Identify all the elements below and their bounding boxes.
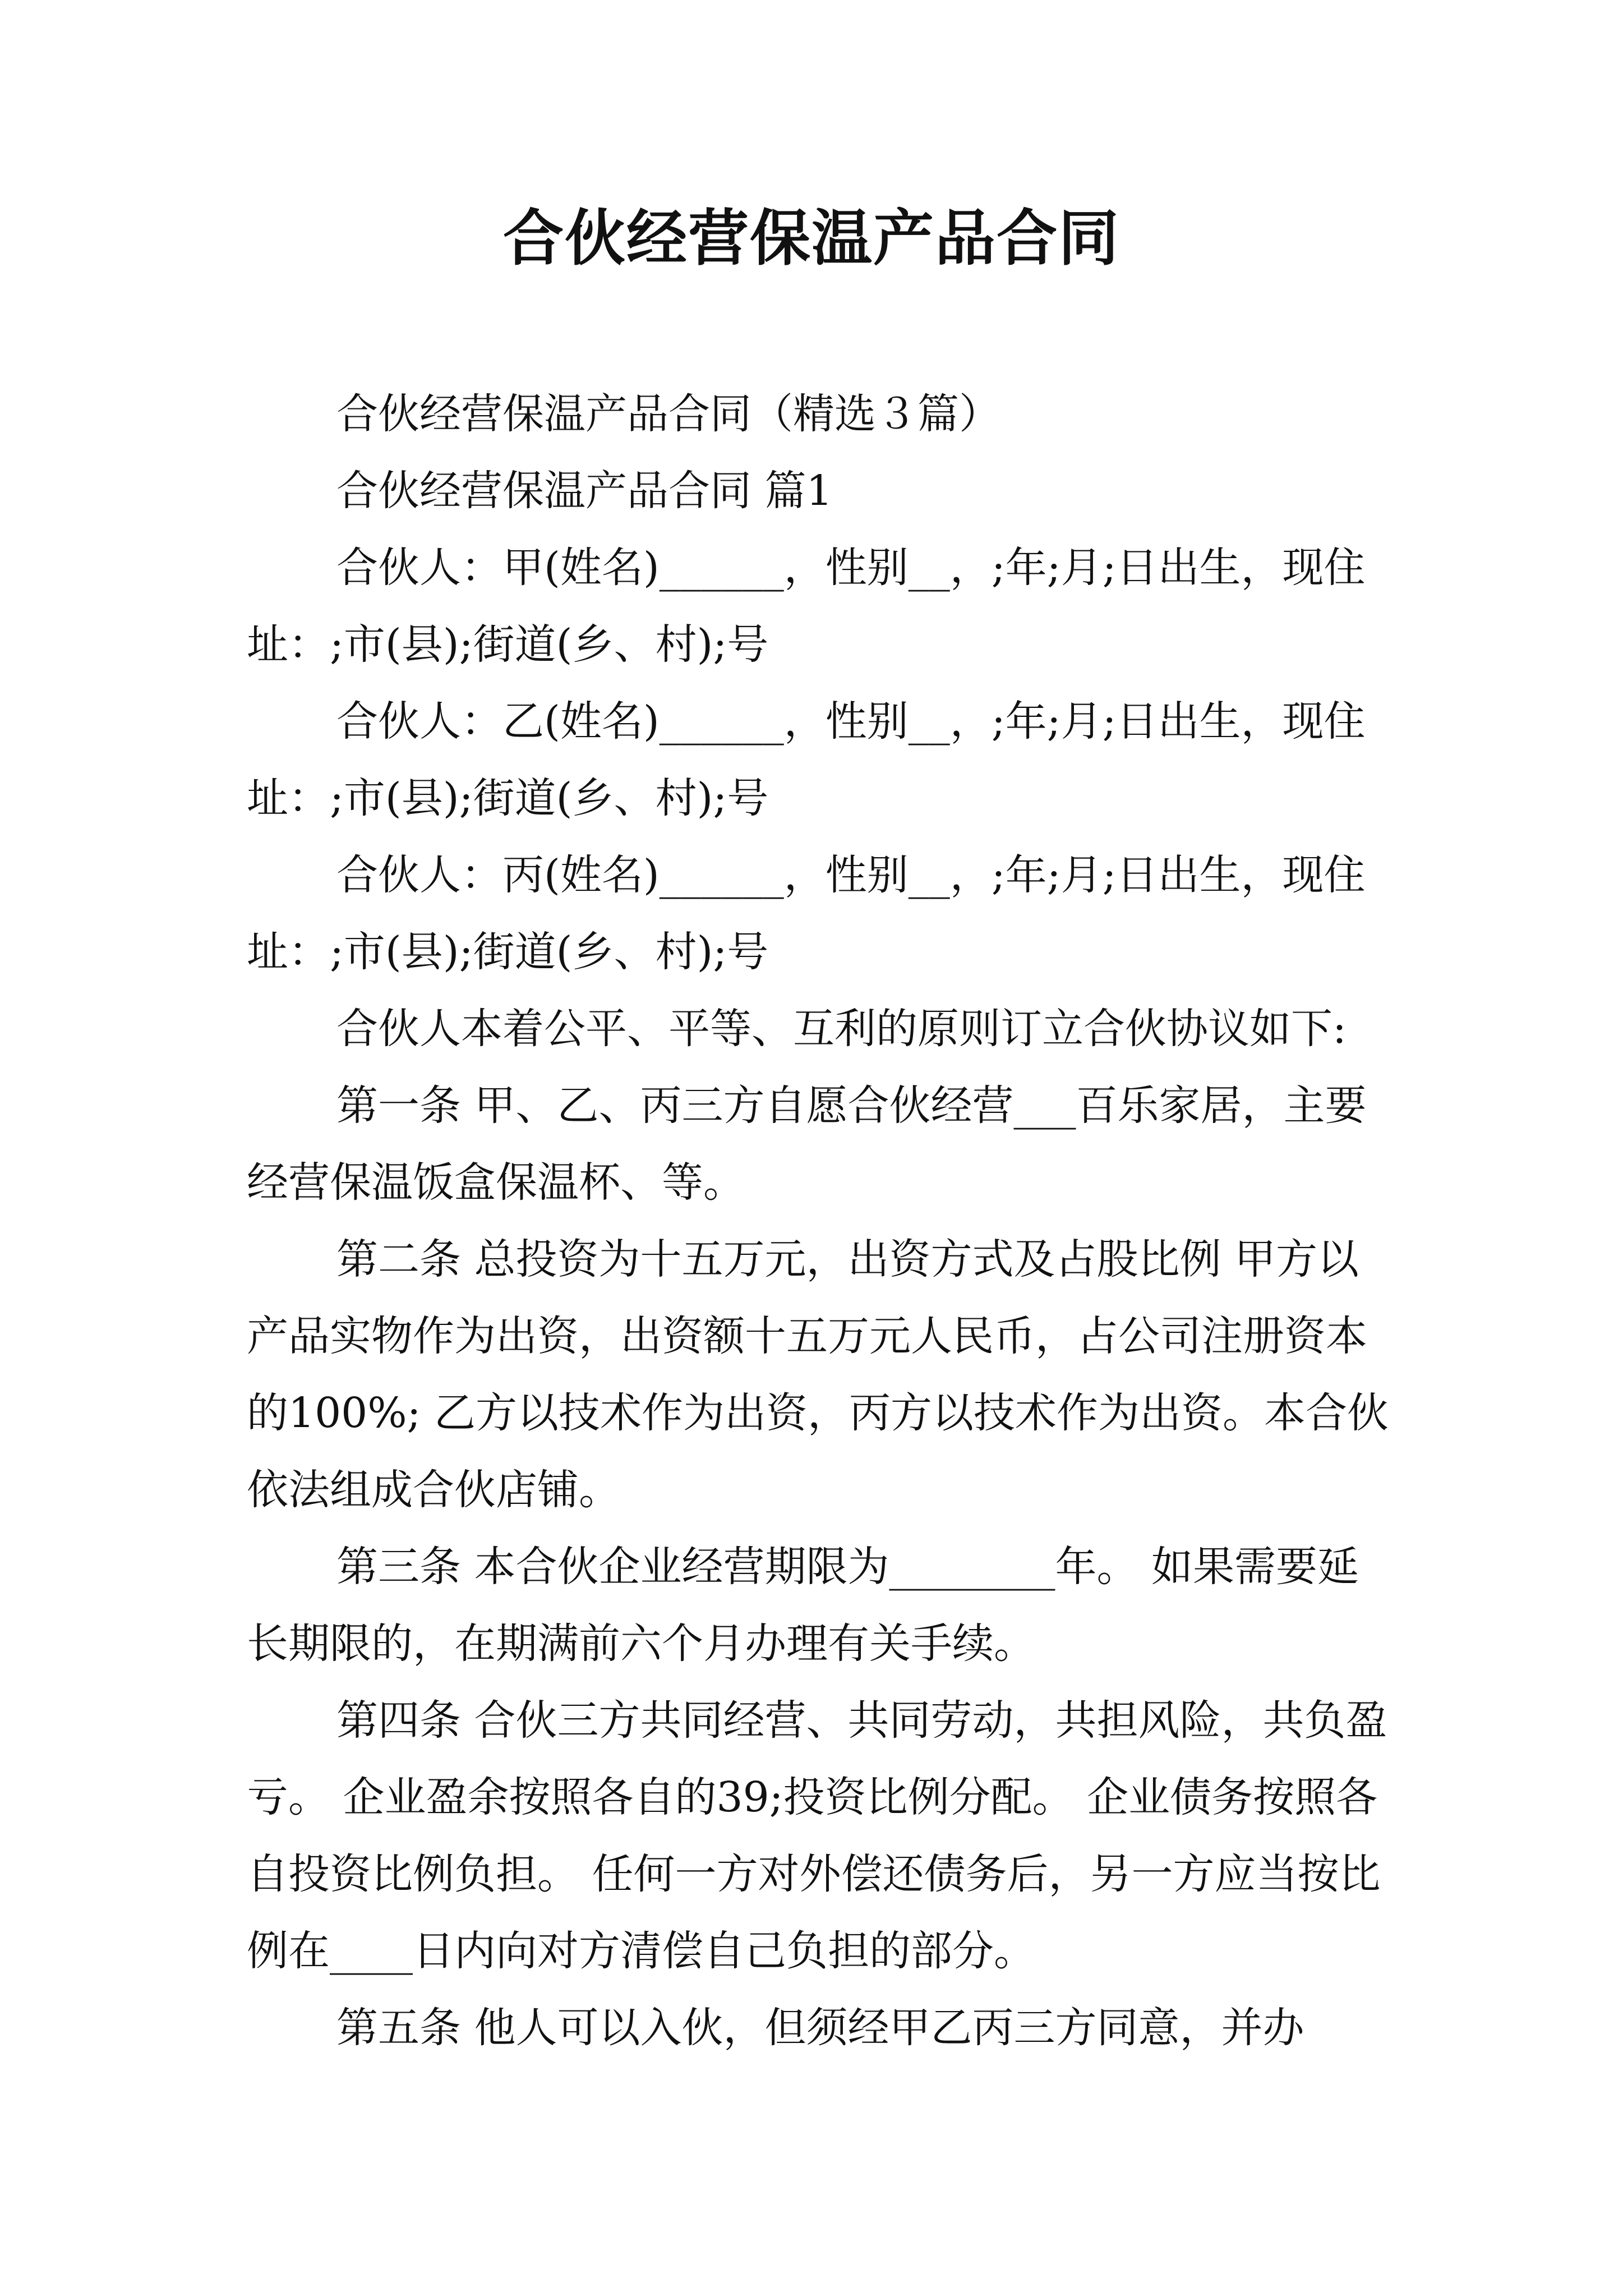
paragraph-partner-c: 合伙人：丙(姓名)______，性别__，;年;月;日出生，现住址：;市(县);街道(乡、村);号 bbox=[247, 851, 1366, 976]
paragraph-article-1: 第一条 甲、乙、丙三方自愿合伙经营___百乐家居，主要经营保温饭盒保温杯、等。 bbox=[247, 1082, 1367, 1207]
paragraph-subtitle: 合伙经营保温产品合同（精选３篇） bbox=[336, 390, 1000, 438]
paragraph-agreement-intro: 合伙人本着公平、平等、互利的原则订立合伙协议如下: bbox=[336, 1005, 1347, 1053]
paragraph-partner-b: 合伙人：乙(姓名)______，性别__，;年;月;日出生，现住址：;市(县);街道(乡、村);号 bbox=[247, 697, 1366, 822]
document-title: 合伙经营保温产品合同 bbox=[502, 203, 1120, 274]
paragraph-article-3: 第三条 本合伙企业经营期限为________年。 如果需要延长期限的，在期满前六个月办理有关手续。 bbox=[247, 1543, 1359, 1668]
paragraph-article-2: 第二条 总投资为十五万元，出资方式及占股比例 甲方以产品实物作为出资，出资额十五万元人民币，占公司注册资本的100%; 乙方以技术作为出资，丙方以技术作为出资。本合伙依法组成合伙店铺。 bbox=[247, 1235, 1389, 1514]
paragraph-section-heading: 合伙经营保温产品合同 篇1 bbox=[336, 467, 833, 515]
paragraph-partner-a: 合伙人：甲(姓名)______，性别__，;年;月;日出生，现住址：;市(县);街道(乡、村);号 bbox=[247, 544, 1366, 669]
paragraph-article-5: 第五条 他人可以入伙，但须经甲乙丙三方同意，并办 bbox=[336, 2004, 1304, 2052]
document-body bbox=[247, 376, 1391, 2067]
paragraph-article-4: 第四条 合伙三方共同经营、共同劳动，共担风险，共负盈亏。 企业盈余按照各自的39;投资比例分配。 企业债务按照各自投资比例负担。 任何一方对外偿还债务后，另一方应当按比例在____日内向对方清偿自己负担的部分。 bbox=[247, 1696, 1387, 1975]
